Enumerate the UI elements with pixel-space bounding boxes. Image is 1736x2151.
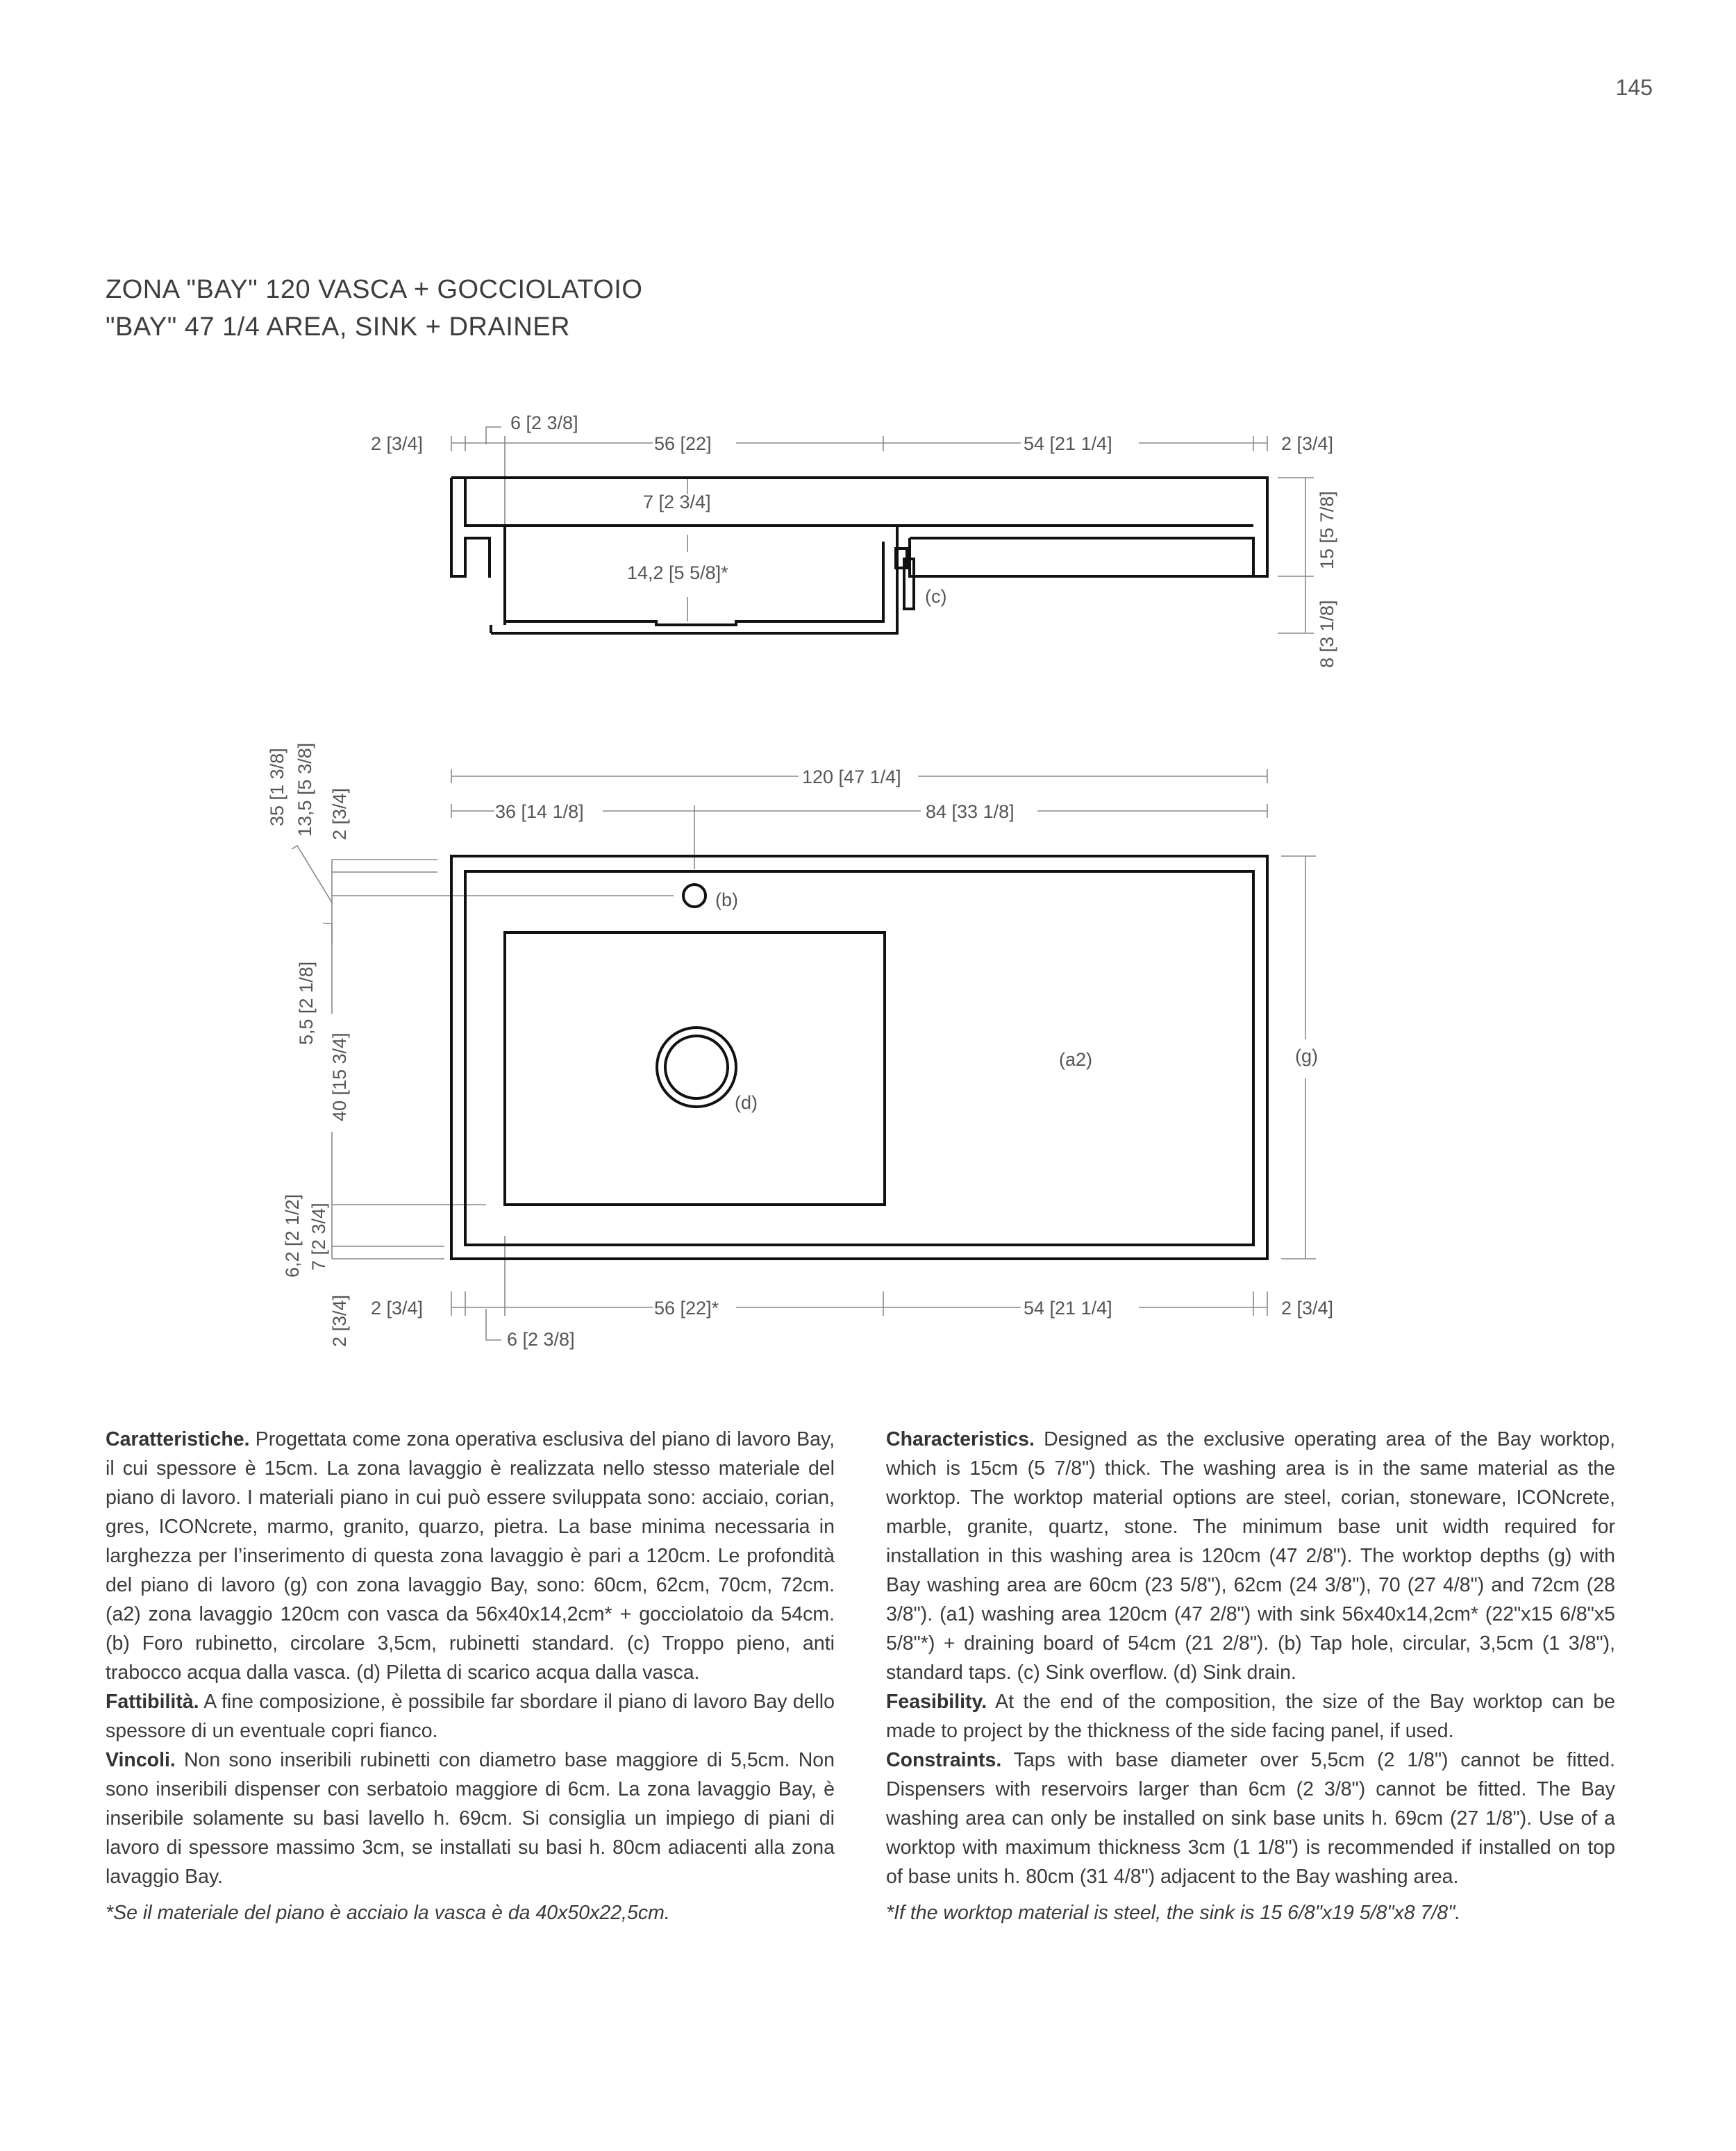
italian-text-column — [106, 1425, 835, 1927]
section-dim-bottom: 8 [3 1/8] — [1317, 600, 1337, 668]
plan-dim-left-5-5: 5,5 [2 1/8] — [296, 961, 317, 1045]
it-footnote: *Se il materiale del piano è acciaio la vasca è da 40x50x22,5cm. — [106, 1902, 670, 1924]
section-dim-top-thickness: 7 [2 3/4] — [643, 492, 711, 512]
section-view — [451, 478, 1267, 633]
title-english: "BAY" 47 1/4 AREA, SINK + DRAINER — [106, 312, 570, 342]
plan-label-tap-hole: (b) — [715, 889, 738, 910]
plan-dim-left-35: 35 [1 3/8] — [267, 748, 287, 826]
en-feasibility-label: Feasibility. — [886, 1691, 987, 1713]
plan-dim-bottom-right-edge: 2 [3/4] — [1281, 1298, 1334, 1319]
en-characteristics-label: Characteristics. — [886, 1428, 1035, 1450]
plan-dim-bottom-left-edge: 2 [3/4] — [371, 1298, 424, 1319]
en-feasibility-body: At the end of the composition, the size of the Bay worktop can be made to project by the thickness of the side facing panel, if used. — [886, 1691, 1615, 1742]
en-feasibility-paragraph — [886, 1687, 1615, 1746]
plan-dim-bottom-sink: 56 [22]* — [654, 1298, 719, 1319]
section-label-overflow: (c) — [925, 586, 947, 607]
section-dim-left-edge: 2 [3/4] — [371, 433, 424, 454]
plan-dim-left-2-bottom: 2 [3/4] — [329, 1294, 350, 1347]
english-text-column — [886, 1425, 1615, 1927]
section-dim-drainer-width: 54 [21 1/4] — [1024, 433, 1112, 454]
it-constraints-body: Non sono inseribili rubinetti con diametro base maggiore di 5,5cm. Non sono inseribili dispenser con serbatoio maggiore di 6cm. La zona lavaggio Bay, è inseribile solamente su basi lavello h. 69cm. Si consiglia un impiego di piani di lavoro di spessore massimo 3cm, se installati su basi h. 80cm adiacenti alla zona lavaggio Bay. — [106, 1749, 835, 1888]
section-dim-right-edge: 2 [3/4] — [1281, 433, 1334, 454]
en-constraints-label: Constraints. — [886, 1749, 1002, 1771]
plan-label-washing-area: (a2) — [1059, 1049, 1093, 1070]
it-characteristics-label: Caratteristiche. — [106, 1428, 250, 1450]
plan-label-drain: (d) — [735, 1092, 758, 1113]
it-feasibility-paragraph — [106, 1687, 835, 1746]
section-dim-sink-width: 56 [22] — [654, 433, 712, 454]
title-italian: ZONA "BAY" 120 VASCA + GOCCIOLATOIO — [106, 275, 643, 304]
plan-dim-bottom-drainer: 54 [21 1/4] — [1024, 1298, 1112, 1319]
plan-dim-left-7: 7 [2 3/4] — [308, 1203, 329, 1271]
plan-dim-left-13-5: 13,5 [5 3/8] — [294, 742, 315, 837]
it-feasibility-label: Fattibilità. — [106, 1691, 199, 1713]
section-dim-sink-depth: 14,2 [5 5/8]* — [627, 562, 728, 583]
page-number: 145 — [1615, 75, 1653, 100]
plan-dim-tap-to-right: 84 [33 1/8] — [926, 801, 1015, 822]
plan-view — [451, 856, 1267, 1259]
it-characteristics-paragraph — [106, 1425, 835, 1687]
it-constraints-paragraph — [106, 1746, 835, 1891]
plan-label-depth: (g) — [1295, 1046, 1318, 1066]
plan-dim-left-2-top: 2 [3/4] — [329, 787, 350, 840]
section-dim-offset: 6 [2 3/8] — [510, 412, 578, 433]
plan-dim-total-width: 120 [47 1/4] — [802, 767, 901, 787]
en-constraints-body: Taps with base diameter over 5,5cm (2 1/8") cannot be fitted. Dispensers with reservoirs larger than 6cm (2 3/8") cannot be fitted. The Bay washing area can only be installed on sink base units h. 69cm (27 1/8"). Use of a worktop with maximum thickness 3cm (1 1/8") is recommended if installed on top of base units h. 80cm (31 4/8") adjacent to the Bay washing area. — [886, 1749, 1615, 1888]
en-characteristics-body: Designed as the exclusive operating area of the Bay worktop, which is 15cm (5 7/8") thick. The washing area is in the same material as the worktop. The worktop material options are steel, corian, stoneware, ICONcrete, marble, granite, quartz, stone. The minimum base unit width required for installation in this washing area is 120cm (47 2/8"). The worktop depths (g) with Bay washing area are 60cm (23 5/8"), 62cm (24 3/8"), 70 (27 4/8") and 72cm (28 3/8"). (a1) washing area 120cm (47 2/8") with sink 56x40x14,2cm* (22"x15 6/8"x5 5/8"*) + draining board of 54cm (21 2/8"). (b) Tap hole, circular, 3,5cm (1 3/8"), standard taps. (c) Sink overflow. (d) Sink drain. — [886, 1428, 1615, 1684]
section-dim-total-height: 15 [5 7/8] — [1317, 491, 1337, 569]
it-characteristics-body: Progettata come zona operativa esclusiva del piano di lavoro Bay, il cui spessore è 15cm. La zona lavaggio è realizzata nello stesso materiale del piano di lavoro. I materiali piano in cui può essere sviluppata sono: acciaio, corian, gres, ICONcrete, marmo, granito, quarzo, pietra. La base minima necessaria in larghezza per l’inserimento di questa zona lavaggio è pari a 120cm. Le profondità del piano di lavoro (g) con zona lavaggio Bay, sono: 60cm, 62cm, 70cm, 72cm. (a2) zona lavaggio 120cm con vasca da 56x40x14,2cm* + gocciolatoio da 54cm. (b) Foro rubinetto, circolare 3,5cm, rubinetti standard. (c) Troppo pieno, anti trabocco acqua dalla vasca. (d) Piletta di scarico acqua dalla vasca. — [106, 1428, 835, 1684]
it-constraints-label: Vincoli. — [106, 1749, 176, 1771]
drain-outer-circle — [657, 1028, 736, 1107]
drain-inner-circle — [665, 1036, 728, 1098]
it-feasibility-body: A fine composizione, è possibile far sbordare il piano di lavoro Bay dello spessore di un eventuale copri fianco. — [106, 1691, 835, 1742]
en-constraints-paragraph — [886, 1746, 1615, 1891]
en-footnote: *If the worktop material is steel, the sink is 15 6/8"x19 5/8"x8 7/8". — [886, 1902, 1461, 1924]
tap-hole-circle — [683, 885, 706, 907]
plan-dim-left-40: 40 [15 3/4] — [329, 1032, 350, 1121]
en-characteristics-paragraph — [886, 1425, 1615, 1687]
plan-dim-left-6-2: 6,2 [2 1/2] — [282, 1194, 303, 1278]
plan-dim-tap-position: 36 [14 1/8] — [495, 801, 584, 822]
plan-dim-bottom-offset: 6 [2 3/8] — [507, 1329, 575, 1350]
